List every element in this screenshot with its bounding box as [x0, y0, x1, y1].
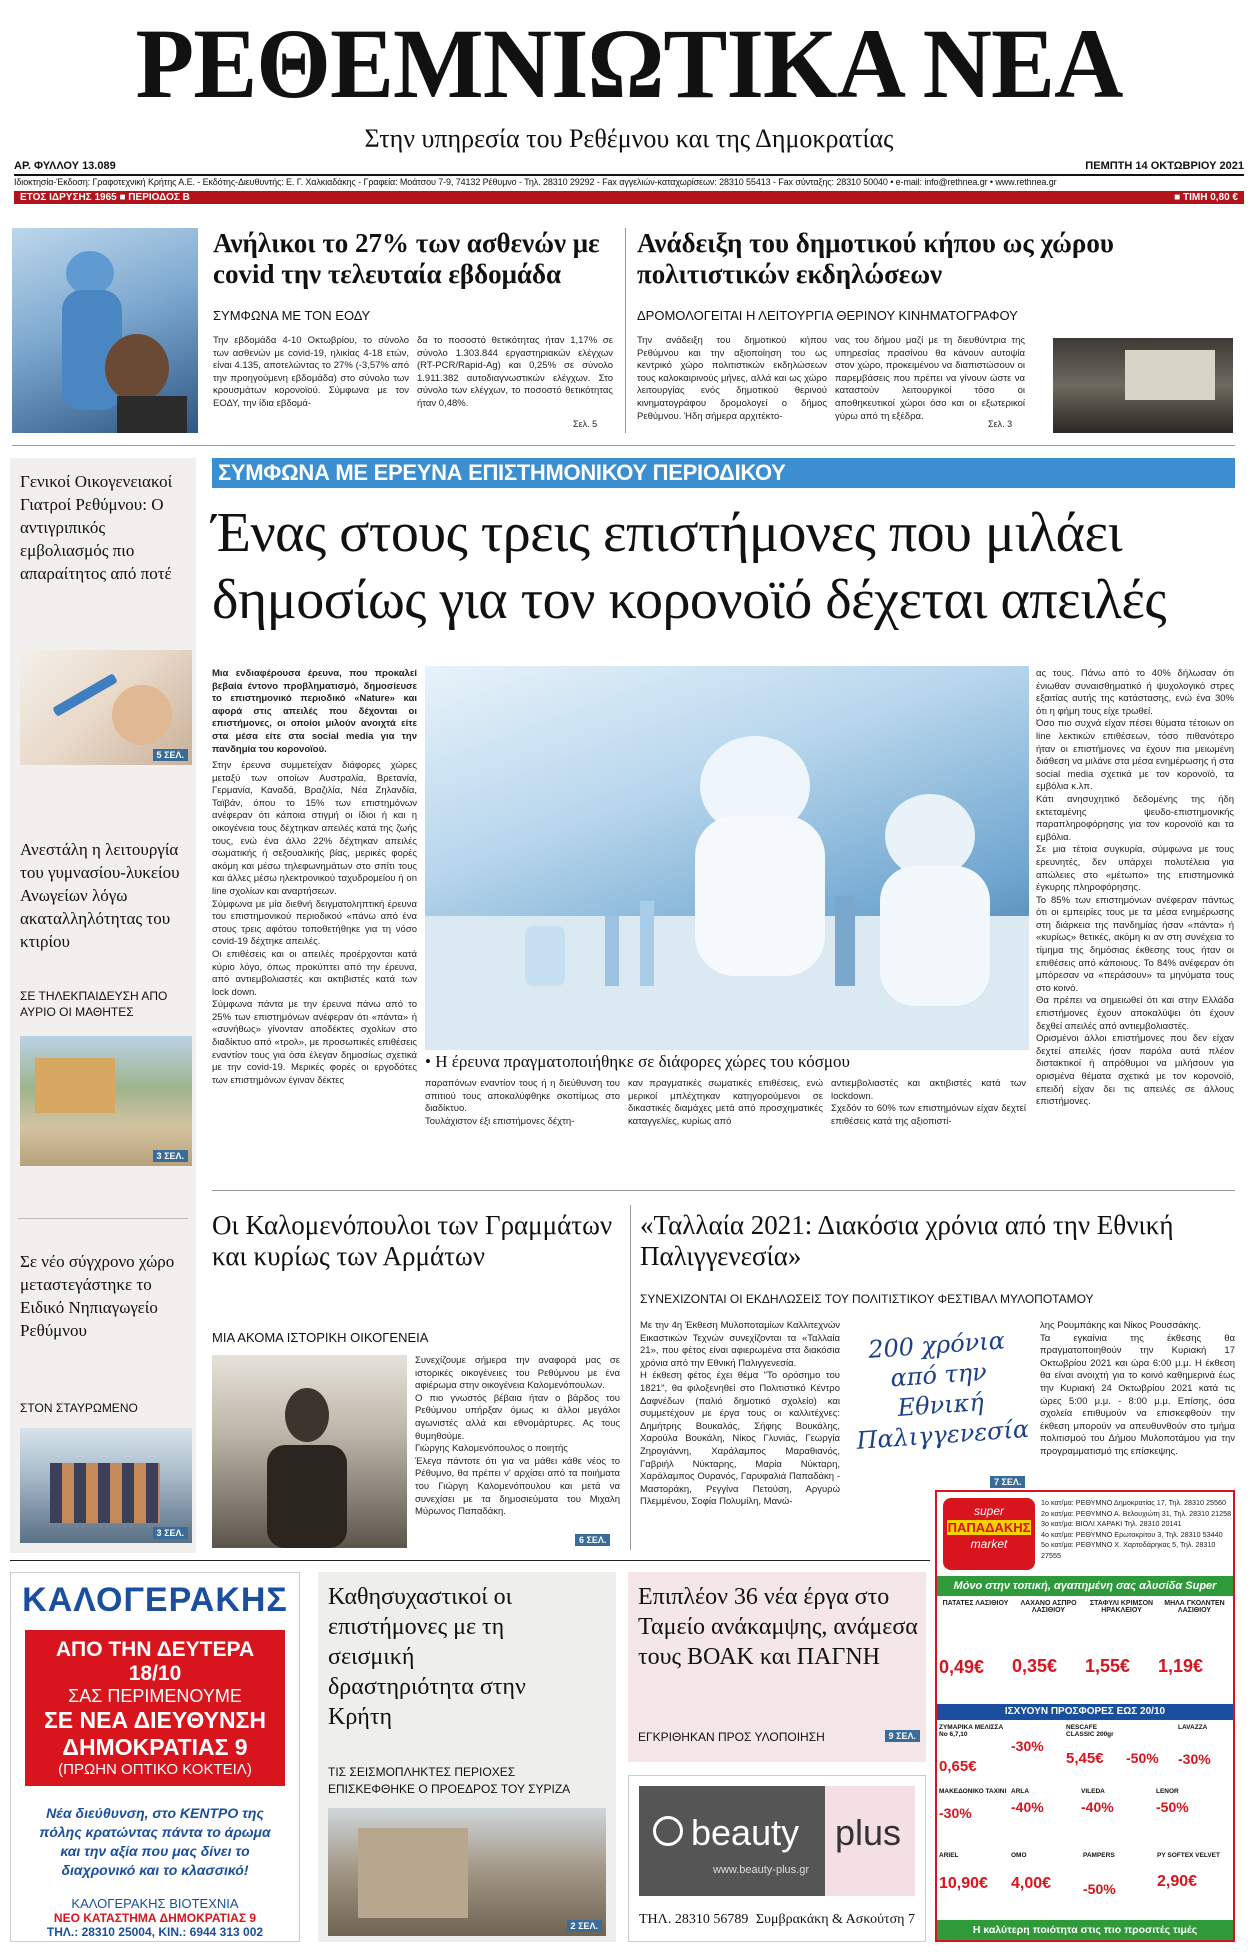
- produce-price: 0,49€: [939, 1657, 985, 1677]
- kalomenopoulos-kicker: ΜΙΑ ΑΚΟΜΑ ΙΣΤΟΡΙΚΗ ΟΙΚΟΓΕΝΕΙΑ: [212, 1330, 429, 1345]
- covid-headline[interactable]: Ανήλικοι το 27% των ασθενών με covid την τελευταία εβδομάδα: [213, 228, 600, 290]
- papadakis-slogan: Μόνο στην τοπική, αγαπημένη σας αλυσίδα Super Market!: [937, 1576, 1233, 1596]
- ad-line: (ΠΡΩΗΝ ΟΠΤΙΚΟ ΚΟΚΤΕΙΛ): [58, 1761, 252, 1778]
- issue-date: ΠΕΜΠΤΗ 14 ΟΚΤΩΒΡΙΟΥ 2021: [1085, 160, 1244, 172]
- product-offer[interactable]: [1081, 1788, 1156, 1848]
- main-story-col5: ας τους. Πάνω από το 40% δήλωσαν ότι ένιωθαν συναισθηματικό ή ψυχολογικό στρες εξαιτίας αυτής της κατάστασης, ενώ ένα 30% ότι η φήμη τους είχε τρωθεί. Όσο πιο συχνά είχαν πέσει θύματα τέτοιων on line λεκτικών επιθέσεων, τόσο πιθανότερο ήταν οι επιστήμονες να έχουν πια μειωμένη διάθεση να μιλάνε στα μέσα ενημέρωσης ή στα social media σχετικά με τον κορονοϊό, τα εμβόλια κ.λπ. Κάτι ανησυχητικό δεδομένης της ήδη εκτεταμένης ψευδο-επιστημονικής παραπληροφόρησης για τον κορονοϊό και τα εμβόλια. Σε μια τέτοια συγκυρία, σύμφωνα με τους ερευνητές, δεν υπάρχει πολυτέλεια για απώλειες στο «μέτωπο» της επιστημονικά έγκυρης πληροφόρησης. Το 85% των επιστημόνων ανέφεραν πάντως ότι οι εμπειρίες τους με τα μέσα ενημέρωσης στη διάρκεια της πανδημίας ήσαν «πάντα» ή «κυρίως» θετικές, ακόμη κι αν στη συνέχεια το τίμημα της δημόσιας έκθεσης τους ήταν οι επιθέσεις από κάποιους. Το 84% ανέφεραν ότι μπόρεσαν να «περάσουν» τα μηνύματα τους στο κοινό. Θα πρέπει να σημειωθεί ότι και στην Ελλάδα επιστήμονες έχουν αποκαλύψει ότι έχουν δεχθεί απειλές από αντιεμβολιαστές. Ορισμένοι άλλοι επιστήμονες που δεν είχαν δεχτεί απειλές ήσαν παρόλα αυτά πλέον διστακτικοί ή απρόθυμοι να μιλήσουν για ορισμένα θέματα σχετικά με τον κορονοϊό, επειδή είχαν δει τις απειλές σε άλλους επιστήμονες.: [1036, 668, 1234, 1108]
- tallaia-artwork: 200 χρόνια από την Εθνική Παλιγγενεσία: [842, 1314, 1038, 1492]
- recovery-story-box: [628, 1572, 926, 1762]
- produce-name: ΜΗΛΑ ΓΚΟΛΝΤΕΝ ΛΑΣΙΘΙΟΥ: [1164, 1600, 1225, 1614]
- sidebar-item-2-kicker: ΣΕ ΤΗΛΕΚΠΑΙΔΕΥΣΗ ΑΠΟ ΑΥΡΙΟ ΟΙ ΜΑΘΗΤΕΣ: [20, 989, 168, 1019]
- page-label: ΣΕΛ.: [578, 1921, 598, 1931]
- garden-cinema-photo: [1053, 338, 1233, 433]
- produce-name: ΛΑΧΑΝΟ ΑΣΠΡΟ ΛΑΣΙΘΙΟΥ: [1020, 1600, 1077, 1614]
- recovery-kicker: ΕΓΚΡΙΘΗΚΑΝ ΠΡΟΣ ΥΛΟΠΟΙΗΣΗ: [638, 1730, 825, 1744]
- house-shape: [358, 1828, 468, 1918]
- product-price: 4,00€: [1011, 1875, 1052, 1892]
- produce-offer-4[interactable]: [1158, 1600, 1231, 1700]
- sidebar-item-3-page-badge: [153, 1527, 188, 1539]
- syringe-illustration: [20, 650, 192, 765]
- main-story-col4: αντιεμβολιαστές και ακτιβιστές κατά των lockdown. Σχεδόν το 60% των επιστημόνων είχαν δεχτεί επιθέσεις κατά της αξιοπιστί-: [831, 1078, 1026, 1127]
- beauty-url[interactable]: www.beauty-plus.gr: [713, 1864, 809, 1876]
- main-headline-line-1: Ένας στους τρεις επιστήμονες που μιλάει: [212, 502, 1123, 564]
- page-number: 2: [570, 1921, 576, 1931]
- beauty-brand-b: plus: [835, 1812, 902, 1853]
- product-price: -40%: [1081, 1799, 1114, 1815]
- covid-kicker: ΣΥΜΦΩΝΑ ΜΕ ΤΟΝ ΕΟΔΥ: [213, 308, 371, 323]
- quake-page-badge: [567, 1920, 602, 1932]
- tallaia-page-badge: [990, 1476, 1025, 1488]
- kalogerakis-quote: Νέα διεύθυνση, στο ΚΕΝΤΡΟ της πόλης κρατώντας πάντα το άρωμα και την αξία που μας δίνει το διαχρονικό και το κλασσικό!: [39, 1805, 271, 1878]
- produce-offer-2[interactable]: [1012, 1600, 1085, 1700]
- product-offer[interactable]: [1178, 1724, 1231, 1784]
- sidebar-divider: [18, 1218, 188, 1219]
- product-price: -30%: [1011, 1738, 1044, 1754]
- product-offer[interactable]: [1083, 1852, 1157, 1914]
- tallaia-body-col2: λης Ρουμπάκης και Νίκος Ρουσσάκης. Τα εγκαίνια της έκθεσης θα πραγματοποιηθούν την Κυριακή 17 Οκτωβρίου 2021 και ώρα 6:00 μ.μ. Η έκθεση θα είναι ανοιχτή για το κοινό καθημερινά έως την Κυριακή 24 Οκτωβρίου 2021 κατά τις ώρες 5:00 μ.μ. - 8:00 μ.μ. Επίσης, όσα σχολεία επιθυμούν να επισκεφθούν την έκθεση μπορούν να απευθυνθούν στο τμήμα πολιτισμού του Δήμου Μυλοποτάμου για την προγραμματισμό της επίσκεψης.: [1040, 1320, 1235, 1457]
- page-number: 5: [156, 750, 162, 760]
- logo-top-text: super: [973, 1504, 1005, 1518]
- page-label: ΣΕΛ.: [586, 1535, 607, 1545]
- ad-line: ΣΑΣ ΠΕΡΙΜΕΝΟΥΜΕ: [68, 1686, 242, 1706]
- logo-brand-text: ΠΑΠΑΔΑΚΗΣ: [947, 1520, 1031, 1535]
- lab-photo-caption: • Η έρευνα πραγματοποιήθηκε σε διάφορες χώρες του κόσμου: [425, 1052, 850, 1071]
- garden-body-col2: νας του δήμου μαζί με τη διευθύντρια της υπηρεσίας πρασίνου θα κάνουν αυτοψία στον χώρο, προκειμένου να διαπιστώσουν οι παρεμβάσεις που πρέπει να γίνουν ώστε να καταστούν λειτουργικοί τόσο οι αποθηκευτικοί χώροι όσο και οι εξωτερικοί γύρω από τη εξέδρα.: [835, 335, 1025, 422]
- kalogerakis-store: ΝΕΟ ΚΑΤΑΣΤΗΜΑ ΔΗΜΟΚΡΑΤΙΑΣ 9: [53, 1911, 257, 1925]
- section-rule: [10, 1560, 930, 1561]
- screen-shape: [1125, 350, 1215, 400]
- tallaia-body-col1: Με την 4η Έκθεση Μυλοποταμίων Καλλιτεχνών Εικαστικών Τεχνών συνεχίζονται τα «Ταλλαία 21», που φέτος είναι αφιερωμένα στα διακόσια χρόνια από την Εθνική Παλιγγενεσία. Η έκθεση φέτος έχει θέμα "Το ορόσημο του 1821", θα φιλοξενηθεί στο Πολιτιστικό Κέντρο Δαφνέδων (παλιό δημοτικό σχολείο) και συμμετέχουν με έργα τους οι καλλιτέχνες: Δημήτρης Βουκαλάς, Σήφης Βουκάλης, Χαρούλα Βουκάλη, Νίκος Γλυνιάς, Γεωργία Ζηρογιάννη, Χαράλαμπος Μαραθιανός, Γαβριήλ Νύκταρης, Μαρία Νύκταρη, Χαράλαμπος Ουρανός, Γαρυφαλιά Παπαδάκη - Μαστοράκη, Ρεγγίνα Πετούση, Αργυρώ Πλεμμένου, Σοφία Πολυμίλη, Μανώ-: [640, 1320, 840, 1508]
- papadakis-footer: Η καλύτερη ποιότητα στις πιο προσιτές τιμές: [937, 1920, 1233, 1940]
- product-offer[interactable]: [1126, 1724, 1178, 1784]
- product-offer[interactable]: [1011, 1724, 1066, 1784]
- vaccination-arm-photo: [20, 650, 192, 765]
- beauty-logo-icon: [653, 1816, 683, 1846]
- quake-story-box: [318, 1572, 616, 1942]
- product-name: VILEDA: [1081, 1788, 1105, 1795]
- kalomenopoulos-body: Συνεχίζουμε σήμερα την αναφορά μας σε ιστορικές οικογένειες του Ρεθύμνου με ένα αφιέρωμα στην οικογένεια Καλομενόπουλων. Ο πιο γνωστός βέβαια ήταν ο βάρδος του Ρεθύμνου υπήρξαν όμως κι άλλοι μεγάλοι αγωνιστές αλλά και εθνομάρτυρες. Ας τους θυμηθούμε. Γιώργης Καλομενόπουλος ο ποιητής Έλεγα πάντοτε ότι για να μάθει κάθε νέος το Ρέθυμνο, θα πρέπει ν' αρχίσει από τα ποιήματα του Γιώργη Καλομενόπουλου και μετά να συνεχίσει με τα δημοσιεύματα του Μιχαλη Μύρωνος Παπαδάκη.: [415, 1355, 620, 1518]
- product-name: PAMPERS: [1083, 1852, 1115, 1859]
- section-rule: [212, 1190, 1235, 1191]
- quake-headline[interactable]: Καθησυχαστικοί οι επιστήμονες με τη σεισμική δραστηριότητα στην Κρήτη: [328, 1584, 526, 1730]
- product-price: 5,45€: [1066, 1750, 1104, 1767]
- papadakis-store-list: 1ο κατ/μα: ΡΕΘΥΜΝΟ Δημοκρατίας 17, Τηλ. 28310 25560 2ο κατ/μα: ΡΕΘΥΜΝΟ Α. Βελουχιώτη 31, Τηλ. 28310 21258 3ο κατ/μα: ΒΙΟΛΙ ΧΑΡΑΚΙ Τηλ. 28310 20141 4ο κατ/μα: ΡΕΘΥΜΝΟ Ερωτοκρίτου 3, Τηλ. 28310 53440 5ο κατ/μα: ΡΕΘΥΜΝΟ Χ. Χαρτοδάρηκας 5, Τηλ. 28310 27555: [1041, 1498, 1232, 1560]
- product-price: -30%: [939, 1805, 972, 1821]
- masthead-red-bar: [14, 191, 1244, 204]
- man-portrait-illustration: [212, 1355, 407, 1548]
- sidebar-item-2-page-badge: [153, 1150, 188, 1162]
- page-label: ΣΕΛ.: [164, 1528, 184, 1538]
- beauty-plus-ad[interactable]: [628, 1775, 926, 1942]
- main-headline-line-2: δημοσίως για τον κορονοϊό δέχεται απειλές: [212, 569, 1167, 631]
- produce-price: 1,19€: [1158, 1656, 1204, 1676]
- sidebar-item-3-kicker: ΣΤΟΝ ΣΤΑΥΡΩΜΕΝΟ: [20, 1401, 138, 1415]
- school-building-photo: [20, 1036, 192, 1166]
- product-price: -50%: [1156, 1799, 1189, 1815]
- masthead-rule: [14, 174, 1244, 176]
- quake-kicker: ΤΙΣ ΣΕΙΣΜΟΠΛΗΚΤΕΣ ΠΕΡΙΟΧΕΣ ΕΠΙΣΚΕΦΘΗΚΕ Ο ΠΡΟΕΔΡΟΣ ΤΟΥ ΣΥΡΙΖΑ: [328, 1765, 571, 1796]
- page-number: 3: [156, 1528, 162, 1538]
- kalomenopoulos-headline[interactable]: Οι Καλομενόπουλοι των Γραμμάτων και κυρίως των Αρμάτων: [212, 1210, 613, 1272]
- column-divider: [630, 1205, 631, 1550]
- produce-offers-row: [939, 1600, 1231, 1700]
- page-number: 3: [156, 1151, 162, 1161]
- imprint-line: Ιδιοκτησία-Έκδοση: Γραφοτεχνική Κρήτης Α.Ε. - Εκδότης-Διευθυντής: Ε. Γ. Χαλκιαδάκης - Γραφεία: Μοάτσου 7-9, 74132 Ρέθυμνο - Τηλ. 28310 29292 - Fax αγγελιών-καταχωρίσεων: 28310 55413 - Fax σύνταξης: 28310 50040 • e-mail: info@rethnea.gr • www.rethnea.gr: [14, 177, 1057, 187]
- kalogerakis-ad[interactable]: [10, 1572, 300, 1942]
- product-name: ARLA: [1011, 1788, 1030, 1795]
- product-price: -30%: [1178, 1751, 1211, 1767]
- product-offer[interactable]: [1066, 1724, 1126, 1784]
- kalogerakis-phone: ΤΗΛ.: 28310 25004, ΚΙΝ.: 6944 313 002: [46, 1925, 264, 1939]
- produce-price: 1,55€: [1085, 1656, 1131, 1676]
- logo-bottom-text: market: [970, 1537, 1008, 1551]
- product-offers-grid: [939, 1724, 1231, 1916]
- product-offer[interactable]: [1011, 1852, 1083, 1914]
- covid-page-ref: Σελ. 5: [573, 419, 598, 429]
- produce-offer-3[interactable]: [1085, 1600, 1158, 1700]
- produce-name: ΠΑΤΑΤΕΣ ΛΑΣΙΘΙΟΥ: [942, 1600, 1009, 1607]
- covid-body-col2: δα το ποσοστό θετικότητας ήταν 1,17% σε σύνολο 1.303.844 εργαστηριακών ελέγχων (RT-PCR/Rapid-Ag) και 0,25% σε σύνολο 1.911.382 αυτοδιαγνωστικών ελέγχων. Στο σύνολο των ελέγχων, το ποσοστό θετικότητας ήταν 0,48%.: [417, 335, 613, 409]
- tallaia-headline[interactable]: «Ταλλαία 2021: Διακόσια χρόνια από την Εθνική Παλιγγενεσία»: [640, 1210, 1174, 1272]
- newspaper-subtitle: Στην υπηρεσία του Ρεθέμνου και της Δημοκρατίας: [364, 124, 894, 153]
- product-name: LENOR: [1156, 1788, 1179, 1795]
- product-offer[interactable]: [1011, 1788, 1081, 1848]
- beauty-phone: ΤΗΛ. 28310 56789: [639, 1912, 749, 1927]
- main-story-headline[interactable]: [212, 500, 1235, 634]
- ad-line: ΣΕ ΝΕΑ ΔΙΕΥΘΥΝΣΗ: [44, 1707, 266, 1733]
- kalomenopoulos-portrait-photo: [212, 1355, 407, 1548]
- main-story-col2: παραπόνων εναντίον τους ή η διεύθυνση του σπιτιού τους αποκαλύφθηκε σκοπίμως στο διαδίκτυο. Τουλάχιστον έξι επιστήμονες δέχτη-: [425, 1078, 620, 1127]
- main-story-lead: Μια ενδιαφέρουσα έρευνα, που προκαλεί βεβαία έντονο προβληματισμό, δημοσίευσε το επιστημονικό περιοδικό «Nature» και αφορά στις απειλές που δέχονται οι επιστήμονες, οι οποίοι μιλούν ανοιχτά είτε στα μέσα είτε στα social media για την πανδημία του κορονοϊού.: [212, 668, 417, 755]
- kindergarten-event-photo: [20, 1428, 192, 1543]
- founded-label: ΕΤΟΣ ΙΔΡΥΣΗΣ 1965 ■ ΠΕΡΙΟΔΟΣ Β: [20, 192, 190, 203]
- recovery-headline[interactable]: Επιπλέον 36 νέα έργα στο Ταμείο ανάκαμψης, ανάμεσα τους ΒΟΑΚ και ΠΑΓΝΗ: [638, 1584, 918, 1670]
- column-divider: [625, 228, 626, 433]
- page-number: 9: [888, 1731, 894, 1741]
- product-price: -50%: [1126, 1750, 1159, 1766]
- price-label: ■ ΤΙΜΗ 0,80 €: [1174, 192, 1238, 203]
- product-name: ΜΑΚΕΔΟΝΙΚΟ ΤΑΧΙΝΙ: [939, 1788, 1007, 1795]
- garden-kicker: ΔΡΟΜΟΛΟΓΕΙΤΑΙ Η ΛΕΙΤΟΥΡΓΙΑ ΘΕΡΙΝΟΥ ΚΙΝΗΜΑΤΟΓΡΑΦΟΥ: [637, 308, 1018, 323]
- page-number: 7: [994, 1477, 1000, 1487]
- product-name: ΟΜΟ: [1011, 1852, 1027, 1859]
- sidebar-item-3-title[interactable]: Σε νέο σύγχρονο χώρο μεταστεγάστηκε το Ειδικό Νηπιαγωγείο Ρεθύμνου: [20, 1252, 175, 1340]
- garden-body-col1: Την ανάδειξη του δημοτικού κήπου Ρεθύμνου και την αξιοποίηση του ως κεντρικό χώρο πολιτιστικών εκδηλώσεων τους καλοκαιρινούς μήνες, αλλά και ως χώρο λειτουργίας ενός δημοτικού θερινού κινηματογράφου δρομολογεί ο δήμος Ρεθύμνου. Ήδη σήμερα αρχιτέκτο-: [637, 335, 827, 422]
- papadakis-logo: [943, 1498, 1035, 1570]
- produce-price: 0,35€: [1012, 1656, 1058, 1676]
- quake-damaged-house-photo: [328, 1808, 606, 1936]
- garden-page-ref: Σελ. 3: [988, 419, 1013, 429]
- product-name: PY SOFTEX VELVET: [1157, 1852, 1220, 1859]
- page-number: 6: [579, 1535, 585, 1545]
- product-price: 10,90€: [939, 1875, 988, 1892]
- beauty-address: Συμβρακάκη & Ασκούτση 7: [755, 1912, 915, 1927]
- product-offer[interactable]: [939, 1724, 1011, 1784]
- product-name: ΖΥΜΑΡΙΚΑ ΜΕΛΙΣΣΑ No 6,7,10: [939, 1724, 1004, 1738]
- product-name: ARIEL: [939, 1852, 959, 1859]
- page-label: ΣΕΛ.: [1001, 1477, 1022, 1487]
- main-story-col3: καν πραγματικές σωματικές επιθέσεις, ενώ μερικοί μπλέχτηκαν κατηγορούμενοι σε δικαστικές διαμάχες μετά από προσχηματικές καταγγελίες, κυρίως από: [628, 1078, 823, 1127]
- scientists-lab-illustration: [425, 666, 1029, 1050]
- papadakis-supermarket-ad[interactable]: [935, 1490, 1235, 1942]
- product-offer[interactable]: [939, 1788, 1011, 1848]
- page-label: ΣΕΛ.: [164, 1151, 184, 1161]
- newspaper-title: ΡΕΘΕΜΝΙΩΤΙΚΑ ΝΕΑ: [135, 8, 1123, 119]
- kalogerakis-brand: ΚΑΛΟΓΕΡΑΚΗΣ: [22, 1581, 288, 1619]
- sidebar-item-1-page-badge: [153, 749, 188, 761]
- kalogerakis-company: ΚΑΛΟΓΕΡΑΚΗΣ ΒΙΟΤΕΧΝΙΑ: [71, 1896, 239, 1911]
- page-label: ΣΕΛ.: [896, 1731, 916, 1741]
- product-offer[interactable]: [1156, 1788, 1231, 1848]
- kalogerakis-red-box: [25, 1630, 285, 1786]
- product-offer[interactable]: [1157, 1852, 1231, 1914]
- main-story-banner: ΣΥΜΦΩΝΑ ΜΕ ΕΡΕΥΝΑ ΕΠΙΣΤΗΜΟΝΙΚΟΥ ΠΕΡΙΟΔΙΚΟΥ: [212, 458, 1235, 488]
- beauty-brand-a: beauty: [691, 1812, 800, 1853]
- nurse-illustration: [12, 228, 198, 433]
- garden-headline[interactable]: Ανάδειξη του δημοτικού κήπου ως χώρου πολιτιστικών εκδηλώσεων: [637, 228, 1114, 290]
- sidebar-item-1-title[interactable]: Γενικοί Οικογενειακοί Γιατροί Ρεθύμνου: Ο αντιγριπικός εμβολιασμός πιο απαραίτητος από ποτέ: [20, 472, 173, 583]
- produce-name: ΣΤΑΦΥΛΙ ΚΡΙΜΣΟΝ ΗΡΑΚΛΕΙΟΥ: [1089, 1600, 1154, 1614]
- kalomenopoulos-page-badge: [575, 1534, 610, 1546]
- product-name: NESCAFE CLASSIC 200gr: [1066, 1724, 1114, 1738]
- school-building-shape: [35, 1058, 115, 1113]
- page-label: ΣΕΛ.: [164, 750, 184, 760]
- sidebar-panel: [10, 458, 196, 1553]
- people-group-shape: [50, 1463, 160, 1523]
- offers-validity-banner: ΙΣΧΥΟΥΝ ΠΡΟΣΦΟΡΕΣ ΕΩΣ 20/10: [937, 1704, 1233, 1720]
- issue-number: ΑΡ. ΦΥΛΛΟΥ 13.089: [14, 160, 116, 172]
- main-story-col1: Στην έρευνα συμμετείχαν διάφορες χώρες μεταξύ των οποίων Αυστραλία, Βρετανία, Γερμανία, Καναδά, Βραζιλία, Νέα Ζηλανδία, Ταϊβάν, όπου το 15% των επιστημόνων ανέφεραν ότι κάποια στιγμή οι ίδιοι ή και η οικογένεια τους δέχτηκαν απειλές κατά της ζωής τους, ενώ ένα άλλο 22% δέχτηκαν απειλές σωματικής ή σεξουαλικής βίας, μερικές φορές ακόμη και μέσω τηλεφωνημάτων στο σπίτι τους και άλλες μέσω ηλεκτρονικού ταχυδρομείου ή on line σχολίων και αναρτήσεων. Σύμφωνα με μία διεθνή δειγματοληπτική έρευνα του επιστημονικού περιοδικού «πάνω από ένα στους τρεις αφότου τοποθετήθηκε για τη νόσο covid-19 δέχτηκε απειλές. Οι επιθέσεις και οι απειλές προέρχονται κατά κύριο λόγο, όπως προκύπτει από την έρευνα, από αντιεμβολιαστές και ακτιβιστές κατά των lock down. Σύμφωνα πάντα με την έρευνα πάνω από το 25% των επιστημόνων ανέφεραν ότι «πάντα» ή «συνήθως» γίνονταν αποδέκτες σχολίων στο διαδίκτυο από «τρολ», με προσωπικές επιθέσεις εναντίον τους για όσα έλεγαν δημοσίως σχετικά με την covid-19. Μερικές φορές οι εργοδότες των επιστημόνων έγιναν δέκτες: [212, 760, 417, 1086]
- product-offer[interactable]: [939, 1852, 1011, 1914]
- produce-offer-1[interactable]: [939, 1600, 1012, 1700]
- sidebar-item-2-title[interactable]: Ανεστάλη η λειτουργία του γυμνασίου-λυκείου Ανωγείων λόγω ακαταλληλότητας του κτιρίου: [20, 840, 180, 951]
- laboratory-photo: [425, 666, 1029, 1050]
- recovery-page-badge: [885, 1730, 920, 1742]
- product-price: -50%: [1083, 1881, 1116, 1897]
- covid-body-col1: Την εβδομάδα 4-10 Οκτωβρίου, το σύνολο των ασθενών με covid-19, ηλικίας 4-18 ετών, είναι 4.135, αποτελώντας το 27% (-3,57% από την προηγούμενη εβδομάδα) στο σύνολο των κρουσμάτων κορονοϊού. Σύμφωνα με τον ΕΟΔΥ, την ίδια εβδομά-: [213, 335, 409, 409]
- product-name: LAVAZZA: [1178, 1724, 1208, 1731]
- tallaia-kicker: ΣΥΝΕΧΙΖΟΝΤΑΙ ΟΙ ΕΚΔΗΛΩΣΕΙΣ ΤΟΥ ΠΟΛΙΤΙΣΤΙΚΟΥ ΦΕΣΤΙΒΑΛ ΜΥΛΟΠΟΤΑΜΟΥ: [640, 1292, 1094, 1306]
- covid-vaccination-photo: [12, 228, 198, 433]
- beauty-logo-panel: [639, 1786, 915, 1896]
- product-price: 2,90€: [1157, 1873, 1198, 1890]
- product-price: 0,65€: [939, 1758, 977, 1775]
- ad-line: ΑΠΟ ΤΗΝ ΔΕΥΤΕΡΑ 18/10: [55, 1638, 255, 1685]
- product-price: -40%: [1011, 1799, 1044, 1815]
- section-rule: [12, 445, 1235, 446]
- ad-line: ΔΗΜΟΚΡΑΤΙΑΣ 9: [62, 1734, 248, 1760]
